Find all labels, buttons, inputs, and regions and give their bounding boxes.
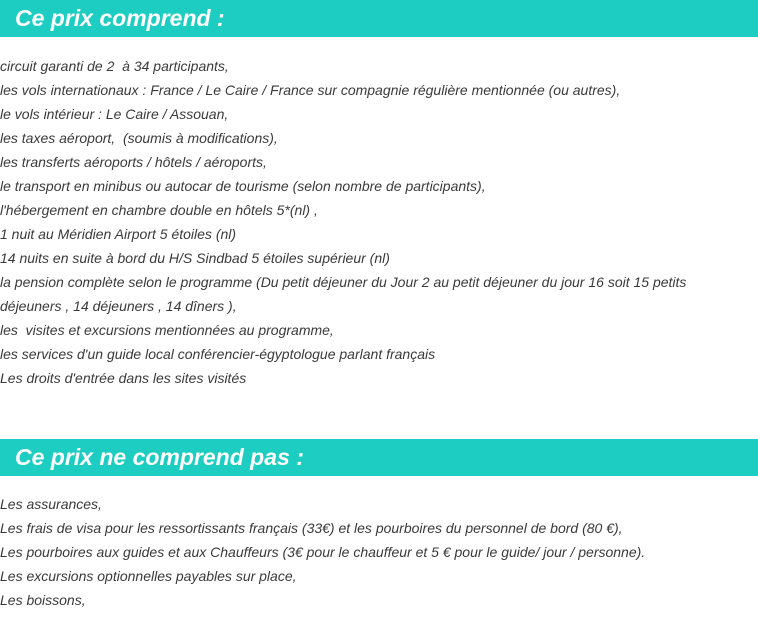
included-list [0, 54, 758, 390]
list-item: circuit garanti de 2 à 34 participants, [0, 58, 229, 74]
section-title-excluded: Ce prix ne comprend pas : [15, 444, 304, 470]
excluded-list [0, 492, 758, 612]
section-header-excluded [0, 439, 758, 476]
list-item: les services d'un guide local conférencier-égyptologue parlant français [0, 346, 436, 362]
list-item: le transport en minibus ou autocar de tourisme (selon nombre de participants), [0, 178, 486, 194]
list-item: le vols intérieur : Le Caire / Assouan, [0, 106, 229, 122]
list-item: l'hébergement en chambre double en hôtels 5*(nl) , [0, 202, 318, 218]
list-item: Les assurances, [0, 496, 102, 512]
list-item: les vols internationaux : France / Le Caire / France sur compagnie régulière mentionnée (ou autres), [0, 82, 621, 98]
list-item: Les excursions optionnelles payables sur place, [0, 568, 297, 584]
list-item: la pension complète selon le programme (Du petit déjeuner du Jour 2 au petit déjeuner du jour 16 soit 15 petits [0, 274, 687, 290]
list-item: Les droits d'entrée dans les sites visités [0, 370, 247, 386]
list-item: les taxes aéroport, (soumis à modifications), [0, 130, 278, 146]
list-item: Les frais de visa pour les ressortissants français (33€) et les pourboires du personnel de bord (80 €), [0, 520, 623, 536]
list-item: 1 nuit au Méridien Airport 5 étoiles (nl) [0, 226, 237, 242]
list-item: les visites et excursions mentionnées au programme, [0, 322, 334, 338]
list-item: les transferts aéroports / hôtels / aéroports, [0, 154, 267, 170]
list-item: déjeuners , 14 déjeuners , 14 dîners ), [0, 298, 237, 314]
list-item: Les pourboires aux guides et aux Chauffeurs (3€ pour le chauffeur et 5 € pour le guide/ jour / personne). [0, 544, 646, 560]
list-item: Les boissons, [0, 592, 86, 608]
section-header-included [0, 0, 758, 37]
section-title-included: Ce prix comprend : [15, 5, 225, 31]
list-item: 14 nuits en suite à bord du H/S Sindbad 5 étoiles supérieur (nl) [0, 250, 390, 266]
